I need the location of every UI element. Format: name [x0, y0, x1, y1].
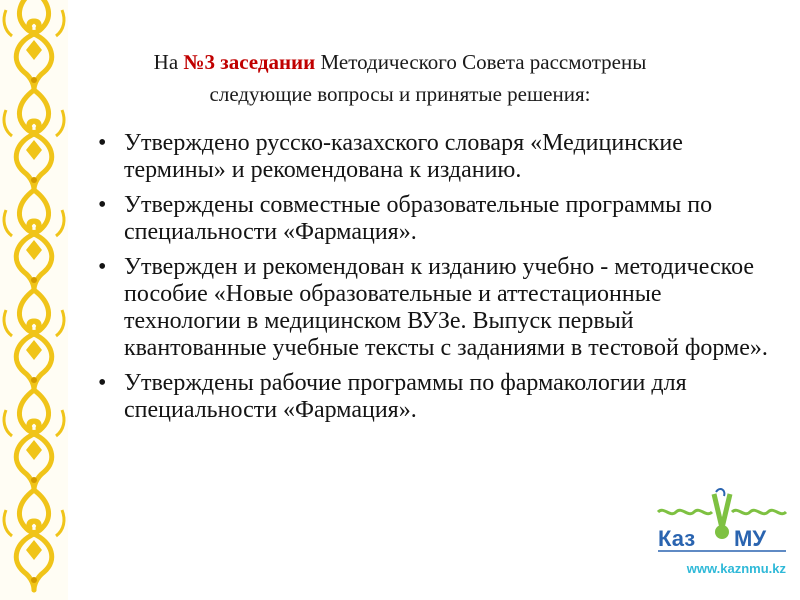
kaznmu-logo: [656, 488, 788, 554]
title-line-1: [60, 46, 740, 78]
slide-title: [60, 46, 740, 110]
list-item: [98, 254, 778, 362]
list-item: [98, 370, 778, 424]
title-line-2: следующие вопросы и принятые решения:: [209, 82, 591, 106]
list-item-text: Утвержден и рекомендован к изданию учебно - методическое пособие «Новые образовательные и аттестационные технологии в медицинском ВУЗе. Выпуск первый квантованные учебные тексты с заданиями в тестовой форме».: [124, 254, 768, 361]
title-prefix: На: [153, 50, 184, 74]
bullet-icon: •: [98, 130, 107, 156]
list-item-text: Утверждено русско-казахского словаря «Медицинские термины» и рекомендована к изданию.: [124, 130, 683, 183]
website-url[interactable]: www.kaznmu.kz: [686, 561, 786, 576]
title-accent: №3 заседании: [183, 50, 316, 74]
title-rest: Методического Совета рассмотрены: [315, 50, 647, 74]
list-item: [98, 192, 778, 246]
decisions-list: [98, 130, 778, 432]
list-item-text: Утверждены рабочие программы по фармакологии для специальности «Фармация».: [124, 370, 687, 423]
bullet-icon: •: [98, 254, 107, 280]
logo-name-part2: МУ: [734, 526, 767, 551]
ornament-border: [0, 0, 68, 600]
bullet-icon: •: [98, 192, 107, 218]
list-item: [98, 130, 778, 184]
list-item-text: Утверждены совместные образовательные программы по специальности «Фармация».: [124, 192, 713, 245]
bullet-icon: •: [98, 370, 107, 396]
logo-name-part1: Каз: [658, 526, 696, 551]
